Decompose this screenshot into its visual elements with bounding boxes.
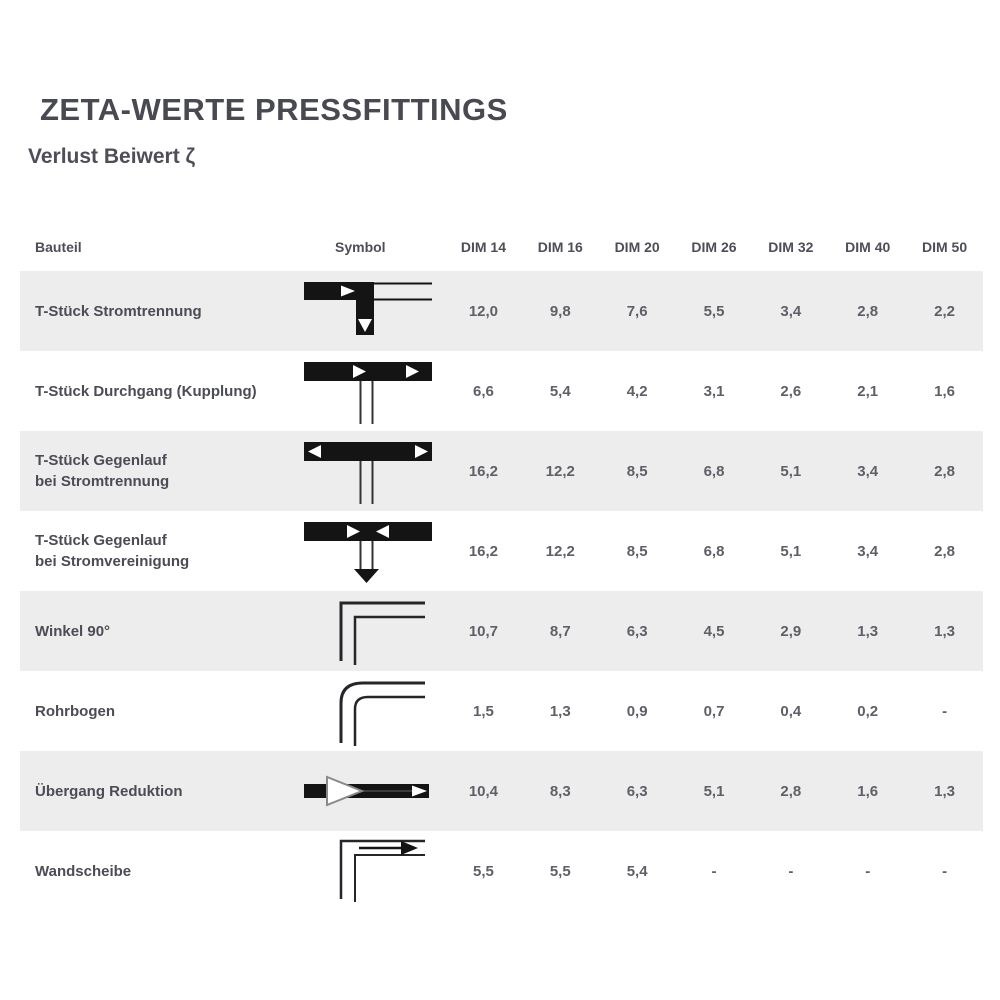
zeta-value: 5,4 [626, 862, 648, 880]
col-header-symbol: Symbol [335, 239, 386, 255]
zeta-value: 2,2 [934, 302, 955, 320]
col-header-dim-32: DIM 32 [768, 239, 814, 255]
zeta-value: 12,2 [545, 542, 575, 560]
zeta-value: 6,8 [703, 462, 725, 480]
zeta-value: 7,6 [626, 302, 648, 320]
zeta-value: - [865, 862, 871, 880]
row-label-cell [20, 861, 295, 882]
zeta-value: 16,2 [468, 462, 499, 480]
table-row [20, 271, 983, 351]
tee-straight-through-icon [295, 355, 445, 427]
row-label-line2: bei Stromtrennung [35, 473, 170, 490]
zeta-value: 10,4 [468, 782, 499, 800]
col-header-dim-26: DIM 26 [691, 239, 737, 255]
page-title: ZETA-WERTE PRESSFITTINGS [40, 92, 508, 127]
zeta-value: 2,8 [857, 302, 879, 320]
zeta-value: 8,7 [549, 622, 571, 640]
zeta-value: 5,1 [780, 542, 802, 560]
row-label-cell [20, 701, 295, 722]
row-label-cell [20, 781, 295, 802]
zeta-value: 3,4 [857, 542, 879, 560]
zeta-value: 12,0 [468, 302, 499, 320]
col-header-dim-14: DIM 14 [460, 239, 506, 255]
zeta-value: 5,4 [549, 382, 571, 400]
zeta-value: 12,2 [545, 462, 575, 480]
zeta-value: 5,5 [703, 302, 725, 320]
zeta-value: 0,9 [626, 702, 648, 720]
zeta-value: 5,5 [549, 862, 571, 880]
zeta-value: 2,8 [934, 462, 955, 480]
zeta-value: - [942, 702, 948, 720]
zeta-value: 0,2 [857, 702, 879, 720]
zeta-value: - [942, 862, 948, 880]
row-label: T-Stück Gegenlauf [35, 452, 167, 469]
table-row [20, 831, 983, 911]
tee-counterflow-union-icon [295, 515, 445, 587]
row-label-cell [20, 301, 295, 322]
row-label-cell [20, 621, 295, 642]
tee-flow-separation-icon [295, 275, 445, 347]
table-row [20, 431, 983, 511]
elbow-90-icon [295, 595, 445, 667]
col-header-dim-50: DIM 50 [922, 239, 968, 255]
table-row [20, 591, 983, 671]
zeta-value: 8,5 [626, 462, 648, 480]
row-label-line2: bei Stromvereinigung [35, 553, 190, 570]
table-row [20, 511, 983, 591]
zeta-value: 5,5 [472, 862, 494, 880]
zeta-value: 0,7 [703, 702, 725, 720]
zeta-value: 6,3 [626, 622, 648, 640]
row-label: T-Stück Gegenlauf [35, 532, 167, 549]
zeta-value: 1,5 [472, 702, 494, 720]
zeta-value: 1,6 [857, 782, 879, 800]
zeta-value: 10,7 [468, 622, 499, 640]
row-label: Rohrbogen [35, 702, 115, 720]
page-subtitle: Verlust Beiwert ζ [28, 145, 196, 168]
reducer-transition-icon [295, 755, 445, 827]
zeta-value: 1,3 [857, 622, 879, 640]
zeta-value: 4,2 [626, 382, 648, 400]
zeta-value: 6,3 [626, 782, 648, 800]
col-header-dim-16: DIM 16 [537, 239, 583, 255]
row-label: Winkel 90° [35, 622, 111, 640]
zeta-value: 1,6 [934, 382, 955, 400]
tee-counterflow-separation-icon [295, 435, 445, 507]
row-label: Wandscheibe [35, 862, 132, 880]
zeta-value: 3,4 [857, 462, 879, 480]
row-label-cell [20, 530, 295, 572]
zeta-value: 3,1 [703, 382, 725, 400]
zeta-value: 8,5 [626, 542, 648, 560]
zeta-value: 3,4 [780, 302, 802, 320]
zeta-value: 5,1 [703, 782, 725, 800]
zeta-value: 1,3 [549, 702, 571, 720]
table-row [20, 751, 983, 831]
zeta-value: - [711, 862, 717, 880]
zeta-value: 2,8 [780, 782, 802, 800]
zeta-value: 0,4 [780, 702, 802, 720]
zeta-value: 8,3 [549, 782, 571, 800]
table-row [20, 351, 983, 431]
col-header-dim-20: DIM 20 [614, 239, 660, 255]
zeta-value: 16,2 [468, 542, 499, 560]
row-label: T-Stück Durchgang (Kupplung) [35, 382, 257, 400]
zeta-value: 6,6 [472, 382, 494, 400]
zeta-value: 2,1 [857, 382, 879, 400]
zeta-value: 9,8 [549, 302, 571, 320]
zeta-values-table [20, 223, 983, 911]
table-header-row [20, 223, 983, 271]
zeta-value: 1,3 [934, 622, 955, 640]
zeta-value: - [788, 862, 794, 880]
zeta-value: 1,3 [934, 782, 955, 800]
col-header-dim-40: DIM 40 [845, 239, 891, 255]
zeta-value: 4,5 [703, 622, 725, 640]
zeta-value: 5,1 [780, 462, 802, 480]
table-row [20, 671, 983, 751]
row-label: Übergang Reduktion [35, 782, 183, 800]
row-label-cell [20, 450, 295, 492]
pipe-bend-icon [295, 675, 445, 747]
row-label: T-Stück Stromtrennung [35, 302, 202, 320]
zeta-value: 2,8 [934, 542, 955, 560]
zeta-value: 2,6 [780, 382, 802, 400]
col-header-bauteil: Bauteil [35, 239, 82, 255]
zeta-value: 2,9 [780, 622, 802, 640]
row-label-cell [20, 381, 295, 402]
zeta-value: 6,8 [703, 542, 725, 560]
wall-plate-elbow-icon [295, 835, 445, 907]
